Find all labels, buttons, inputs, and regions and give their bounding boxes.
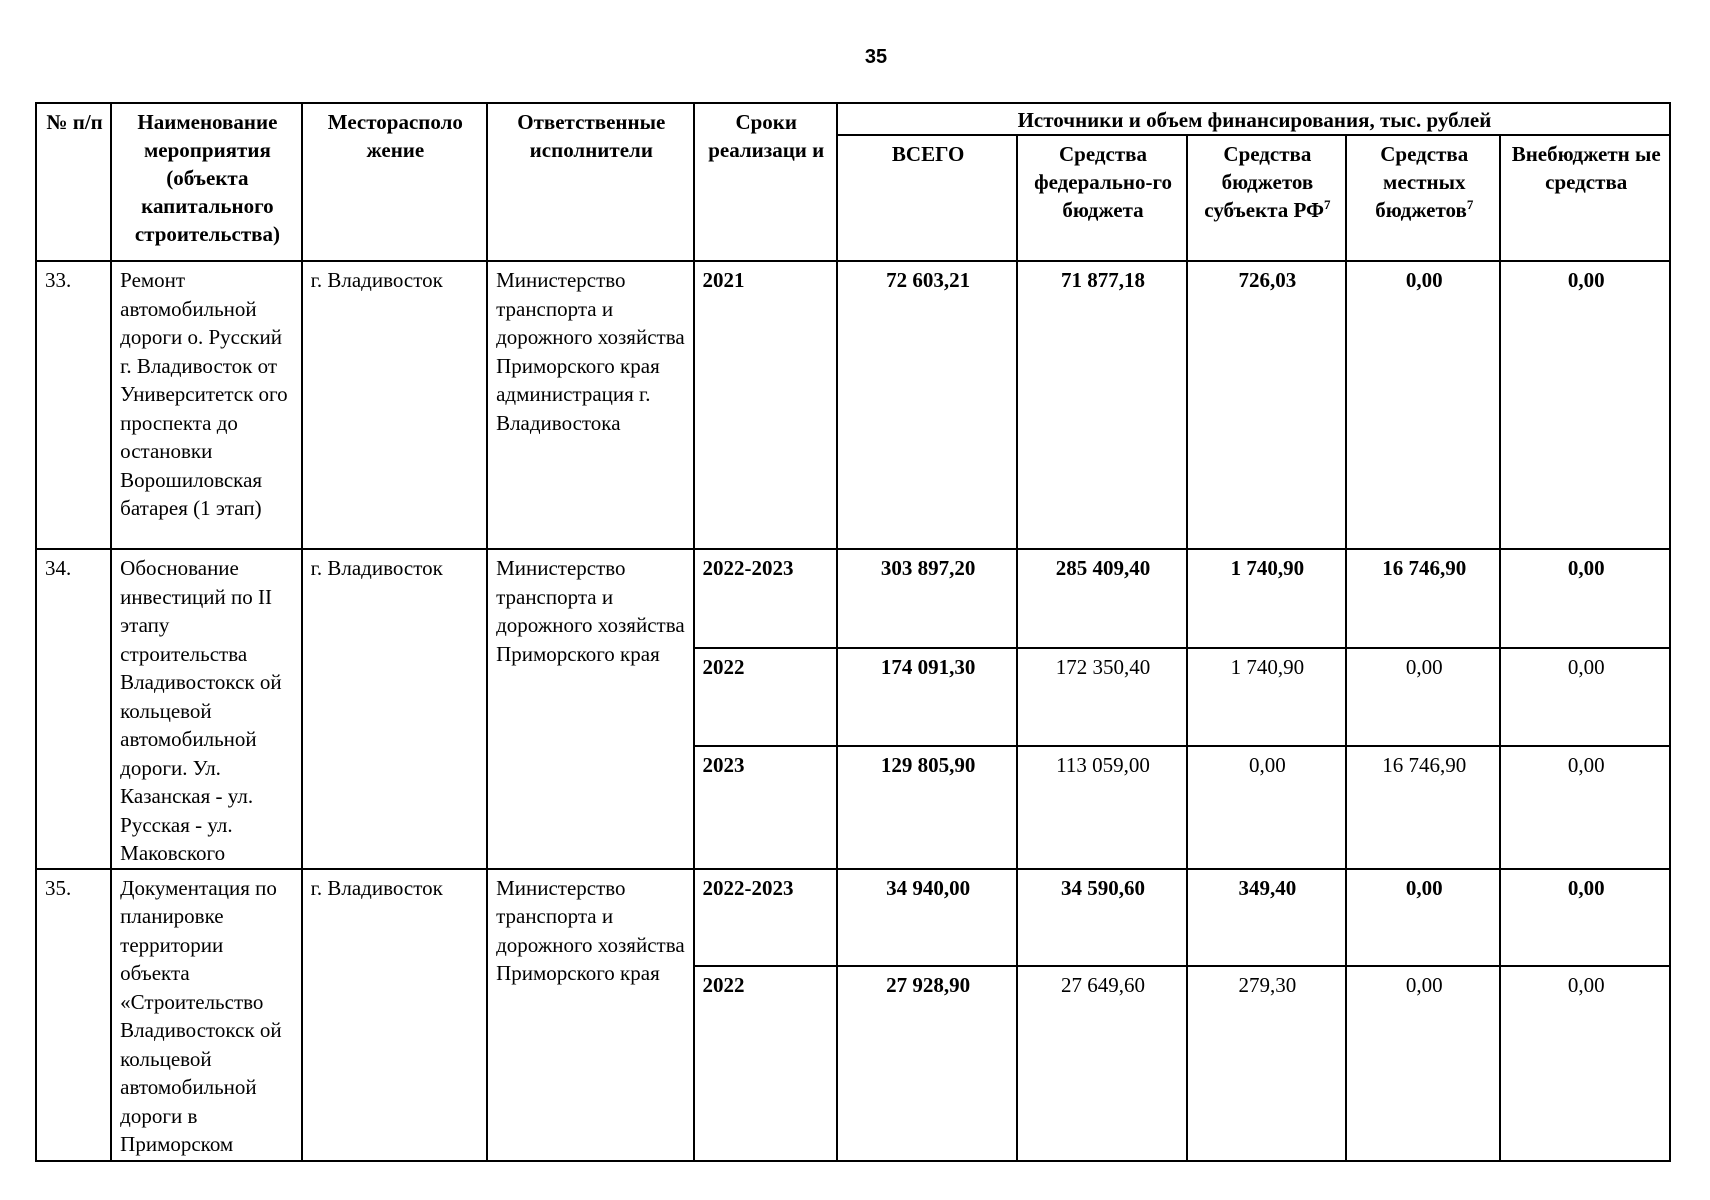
row-location: г. Владивосток [302,549,487,869]
row-subject: 349,40 [1187,869,1346,966]
row-location: г. Владивосток [302,261,487,549]
row-local: 16 746,90 [1346,746,1500,868]
header-name: Наименование мероприятия (объекта капитального строительства) [111,103,301,261]
footnote-mark: 7 [1466,197,1474,212]
row-subject: 726,03 [1187,261,1346,549]
row-num: 33. [36,261,111,549]
row-extra: 0,00 [1500,261,1670,549]
header-local-label: Средства местных бюджетов [1375,142,1469,222]
row-responsible: Министерство транспорта и дорожного хозяйства Приморского края [487,869,693,1162]
row-name: Документация по планировке территории объекта «Строительство Владивостокск ой кольцевой автомобильной дороги в Приморском [111,869,301,1162]
row-subject: 0,00 [1187,746,1346,868]
row-federal: 27 649,60 [1017,966,1186,1162]
row-extra: 0,00 [1500,746,1670,868]
financing-table [35,102,1671,1162]
row-num: 34. [36,549,111,869]
row-name: Ремонт автомобильной дороги о. Русский г. Владивосток от Университетск ого проспекта до остановки Ворошиловская батарея (1 этап) [111,261,301,549]
header-responsible: Ответственные исполнители [487,103,693,261]
header-row-top [36,103,1670,135]
row-responsible: Министерство транспорта и дорожного хозяйства Приморского края администрация г. Владивостока [487,261,693,549]
row-federal: 285 409,40 [1017,549,1186,648]
row-num: 35. [36,869,111,1162]
row-subject: 279,30 [1187,966,1346,1162]
row-responsible: Министерство транспорта и дорожного хозяйства Приморского края [487,549,693,869]
table-row [36,869,1670,966]
row-federal: 113 059,00 [1017,746,1186,868]
row-extra: 0,00 [1500,966,1670,1162]
row-total: 72 603,21 [837,261,1017,549]
row-extra: 0,00 [1500,869,1670,966]
row-name: Обоснование инвестиций по II этапу строительства Владивостокск ой кольцевой автомобильной дороги. Ул. Казанская - ул. Русская - ул. Маковского [111,549,301,869]
row-federal: 172 350,40 [1017,648,1186,747]
row-local: 0,00 [1346,261,1500,549]
page-number: 35 [864,46,888,68]
row-local: 0,00 [1346,869,1500,966]
row-period: 2022 [694,648,837,747]
row-federal: 34 590,60 [1017,869,1186,966]
header-federal: Средства федерально-го бюджета [1017,135,1186,261]
row-local: 0,00 [1346,966,1500,1162]
header-num: № п/п [36,103,111,261]
row-period: 2021 [694,261,837,549]
row-extra: 0,00 [1500,549,1670,648]
header-subject [1187,135,1346,261]
row-total: 129 805,90 [837,746,1017,868]
footnote-mark: 7 [1324,197,1331,212]
table-row [36,261,1670,549]
row-subject: 1 740,90 [1187,549,1346,648]
header-period: Сроки реализаци и [694,103,837,261]
row-total: 27 928,90 [837,966,1017,1162]
header-financing-title: Источники и объем финансирования, тыс. рублей [837,103,1670,135]
row-total: 174 091,30 [837,648,1017,747]
header-total: ВСЕГО [837,135,1017,261]
header-extra: Внебюджетн ые средства [1500,135,1670,261]
row-local: 0,00 [1346,648,1500,747]
row-extra: 0,00 [1500,648,1670,747]
row-period: 2022 [694,966,837,1162]
header-local [1346,135,1500,261]
row-period: 2022-2023 [694,549,837,648]
row-period: 2023 [694,746,837,868]
row-location: г. Владивосток [302,869,487,1162]
row-subject: 1 740,90 [1187,648,1346,747]
row-local: 16 746,90 [1346,549,1500,648]
row-total: 34 940,00 [837,869,1017,966]
header-subject-label: Средства бюджетов субъекта РФ [1204,142,1325,222]
row-period: 2022-2023 [694,869,837,966]
header-location: Месторасполо жение [302,103,487,261]
row-federal: 71 877,18 [1017,261,1186,549]
row-total: 303 897,20 [837,549,1017,648]
table-row [36,549,1670,648]
